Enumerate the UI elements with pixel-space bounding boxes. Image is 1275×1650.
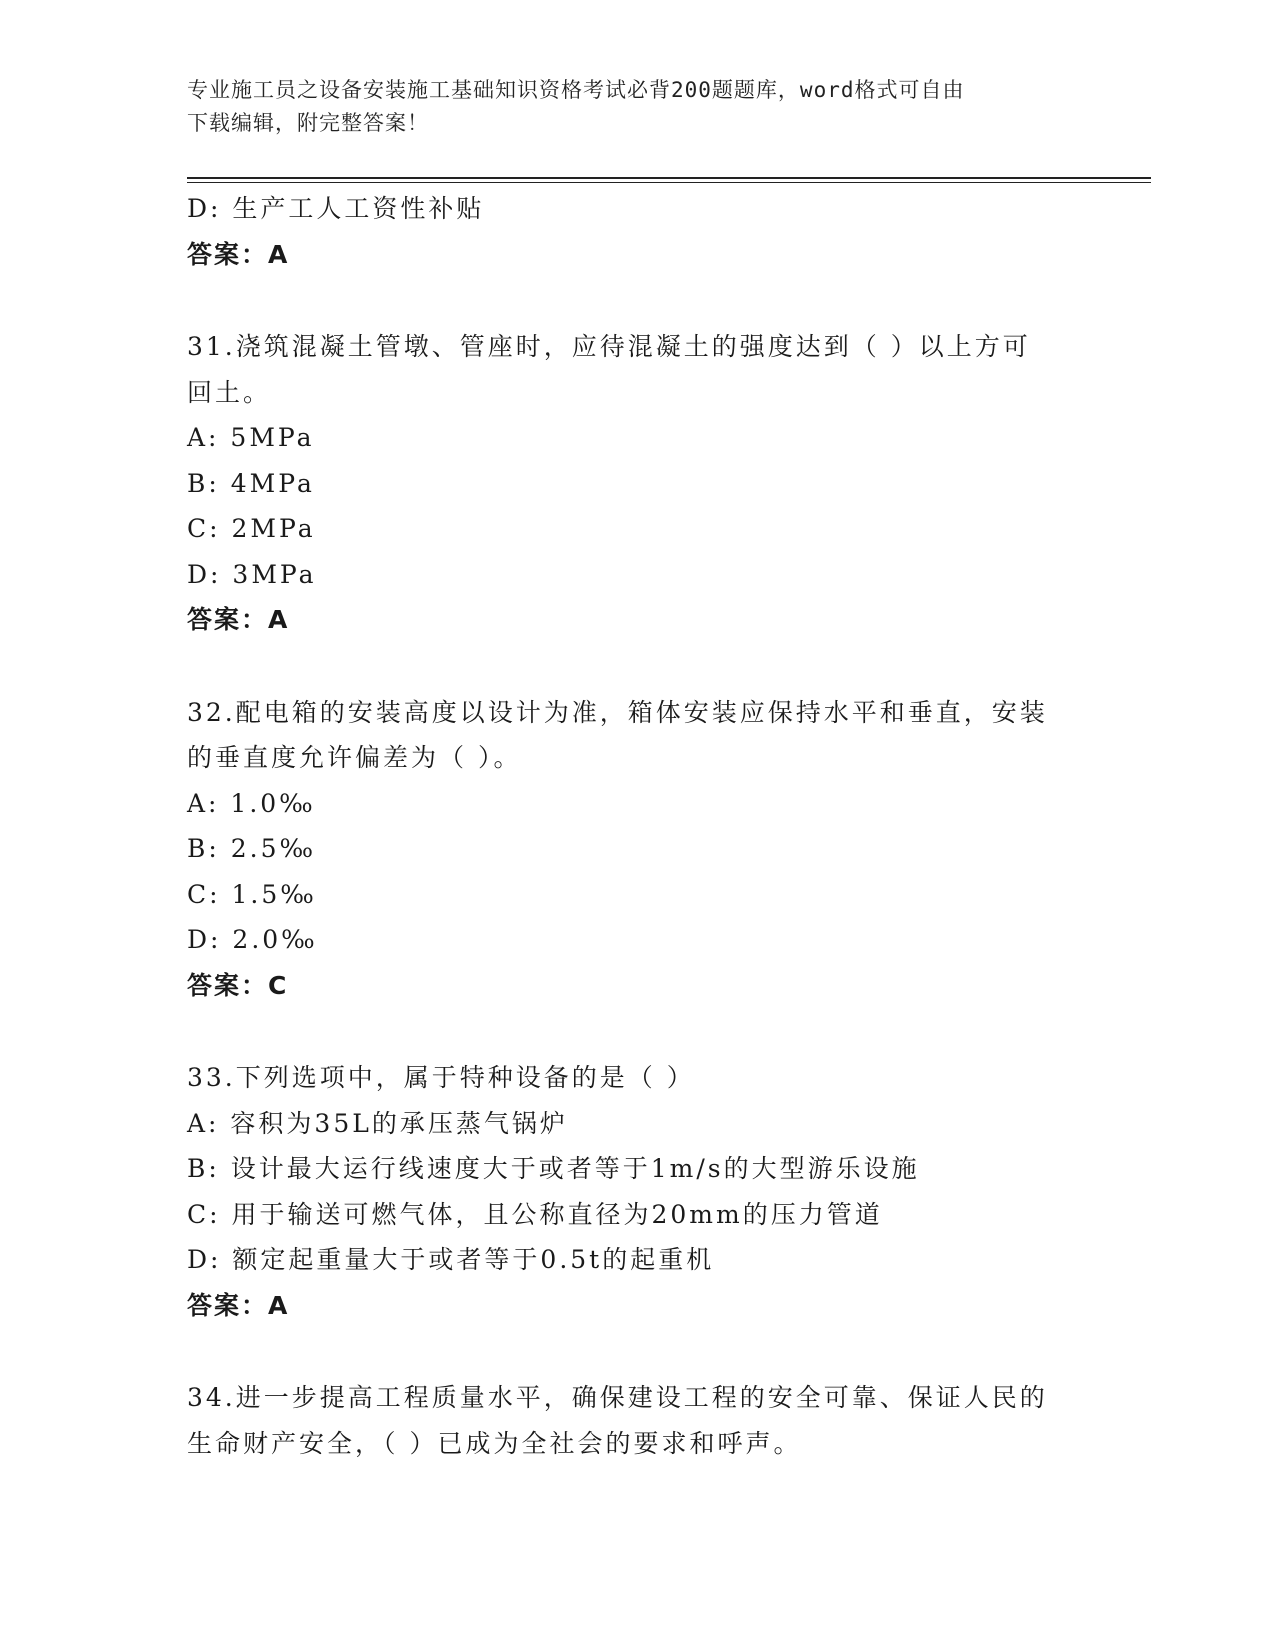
- answer-line: 答案：A: [187, 605, 290, 634]
- answer-line: 答案：C: [187, 970, 289, 1000]
- option-c: C: 1.5‰: [187, 879, 317, 909]
- option-a: A: 1.0‰: [187, 788, 316, 818]
- question-stem: 33.下列选项中，属于特种设备的是（ ）: [187, 1063, 695, 1092]
- question-stem: 32.配电箱的安装高度以设计为准，箱体安装应保持水平和垂直，安装: [187, 697, 1048, 727]
- header-divider-thin: [187, 182, 1151, 183]
- question-33: [187, 1055, 1107, 1328]
- previous-question-tail: [187, 186, 1107, 277]
- question-stem-continued: 的垂直度允许偏差为（ ）。: [187, 743, 522, 772]
- option-b: B: 4MPa: [187, 468, 315, 498]
- question-stem-continued: 生命财产安全，（ ）已成为全社会的要求和呼声。: [187, 1428, 802, 1458]
- header-line-1: 专业施工员之设备安装施工基础知识资格考试必背200题题库，word格式可自由: [187, 78, 965, 102]
- question-31: [187, 324, 1107, 643]
- option-d: D: 2.0‰: [187, 925, 318, 954]
- question-stem: 31.浇筑混凝土管墩、管座时，应待混凝土的强度达到（ ）以上方可: [187, 332, 1031, 361]
- option-d: D: 额定起重量大于或者等于0.5t的起重机: [187, 1245, 715, 1274]
- header-line-2: 下载编辑，附完整答案！: [187, 111, 429, 135]
- header-divider-thick: [187, 177, 1151, 179]
- answer-line: 答案：A: [187, 239, 290, 269]
- option-c: C: 用于输送可燃气体，且公称直径为20mm的压力管道: [187, 1199, 883, 1229]
- option-a: A: 5MPa: [187, 423, 315, 452]
- answer-line: 答案：A: [187, 1290, 290, 1320]
- question-32: [187, 690, 1107, 1009]
- question-content: [187, 186, 1107, 1466]
- question-34: [187, 1375, 1107, 1466]
- option-d: D: 3MPa: [187, 559, 317, 589]
- option-c: C: 2MPa: [187, 514, 316, 543]
- page-header: [187, 74, 1067, 140]
- option-a: A: 容积为35L的承压蒸气锅炉: [187, 1108, 568, 1138]
- question-stem-continued: 回土。: [187, 377, 272, 407]
- option-d: D: 生产工人工资性补贴: [187, 194, 485, 223]
- question-stem: 34.进一步提高工程质量水平，确保建设工程的安全可靠、保证人民的: [187, 1383, 1048, 1412]
- option-b: B: 2.5‰: [187, 834, 317, 863]
- option-b: B: 设计最大运行线速度大于或者等于1m/s的大型游乐设施: [187, 1154, 920, 1183]
